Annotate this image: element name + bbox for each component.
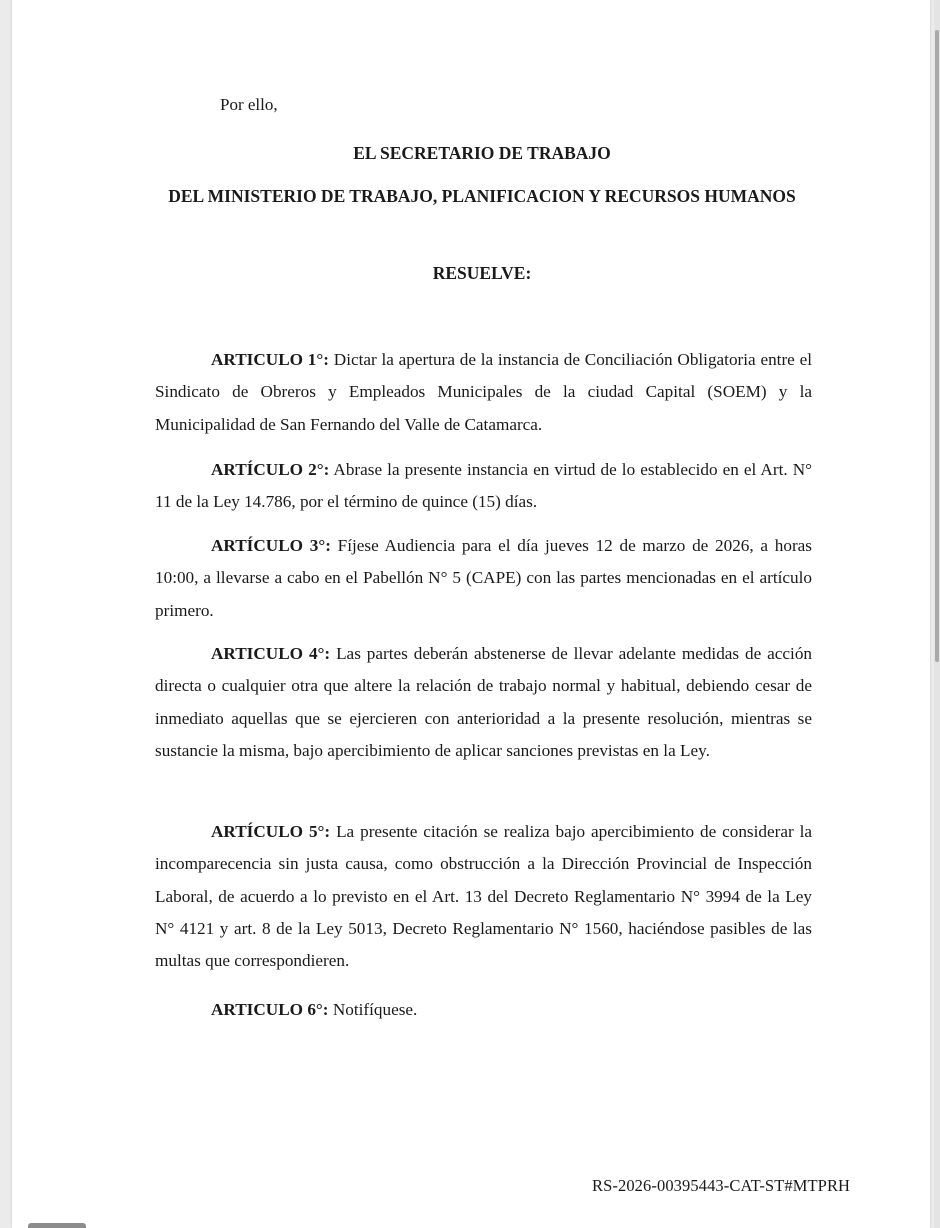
document-page xyxy=(12,0,930,1228)
heading-ministry: DEL MINISTERIO DE TRABAJO, PLANIFICACION Y RECURSOS HUMANOS xyxy=(168,186,796,206)
horizontal-scroll-thumb[interactable] xyxy=(28,1223,86,1228)
article-6-label: ARTICULO 6°: xyxy=(211,1000,329,1019)
article-2 xyxy=(155,454,812,519)
document-reference: RS-2026-00395443-CAT-ST#MTPRH xyxy=(592,1176,851,1195)
article-2-label: ARTÍCULO 2°: xyxy=(211,460,330,479)
intro-text: Por ello, xyxy=(220,95,278,114)
article-3 xyxy=(155,530,812,627)
article-5-text: La presente citación se realiza bajo apercibimiento de considerar la incomparecencia sin justa causa, como obstrucción a la Dirección Provincial de Inspección Laboral, de acuerdo a lo previsto en el Art. 13 del Decreto Reglamentario N° 3994 de la Ley N° 4121 y art. 8 de la Ley 5013, Decreto Reglamentario N° 1560, haciéndose pasibles de las multas que correspondieren. xyxy=(155,822,813,971)
article-6-text: Notifíquese. xyxy=(332,1000,418,1019)
article-2-text: Abrase la presente instancia en virtud de lo establecido en el Art. N° 11 de la Ley 14.786, por el término de quince (15) días. xyxy=(155,460,812,512)
article-4-label: ARTICULO 4°: xyxy=(211,644,331,663)
article-3-label: ARTÍCULO 3°: xyxy=(211,536,331,555)
article-3-text: Fíjese Audiencia para el día jueves 12 de marzo de 2026, a horas 10:00, a llevarse a cabo en el Pabellón N° 5 (CAPE) con las partes mencionadas en el artículo primero. xyxy=(155,536,812,620)
article-5-label: ARTÍCULO 5°: xyxy=(211,822,331,841)
article-4 xyxy=(155,638,812,767)
heading-secretary: EL SECRETARIO DE TRABAJO xyxy=(353,143,611,163)
heading-resolves: RESUELVE: xyxy=(432,263,532,283)
article-4-text: Las partes deberán abstenerse de llevar adelante medidas de acción directa o cualquier otra que altere la relación de trabajo normal y habitual, debiendo cesar de inmediato aquellas que se ejercieren con anterioridad a la presente resolución, mientras se sustancie la misma, bajo apercibimiento de aplicar sanciones previstas en la Ley. xyxy=(155,644,813,760)
article-1 xyxy=(155,344,812,441)
vertical-scroll-thumb[interactable] xyxy=(935,30,939,662)
article-1-label: ARTICULO 1°: xyxy=(211,350,329,369)
article-5 xyxy=(155,816,812,977)
article-6 xyxy=(155,994,812,1026)
article-1-text: Dictar la apertura de la instancia de Conciliación Obligatoria entre el Sindicato de Obreros y Empleados Municipales de la ciudad Capital (SOEM) y la Municipalidad de San Fernando del Valle de Catamarca. xyxy=(155,350,812,434)
vertical-scrollbar[interactable] xyxy=(934,0,940,1228)
